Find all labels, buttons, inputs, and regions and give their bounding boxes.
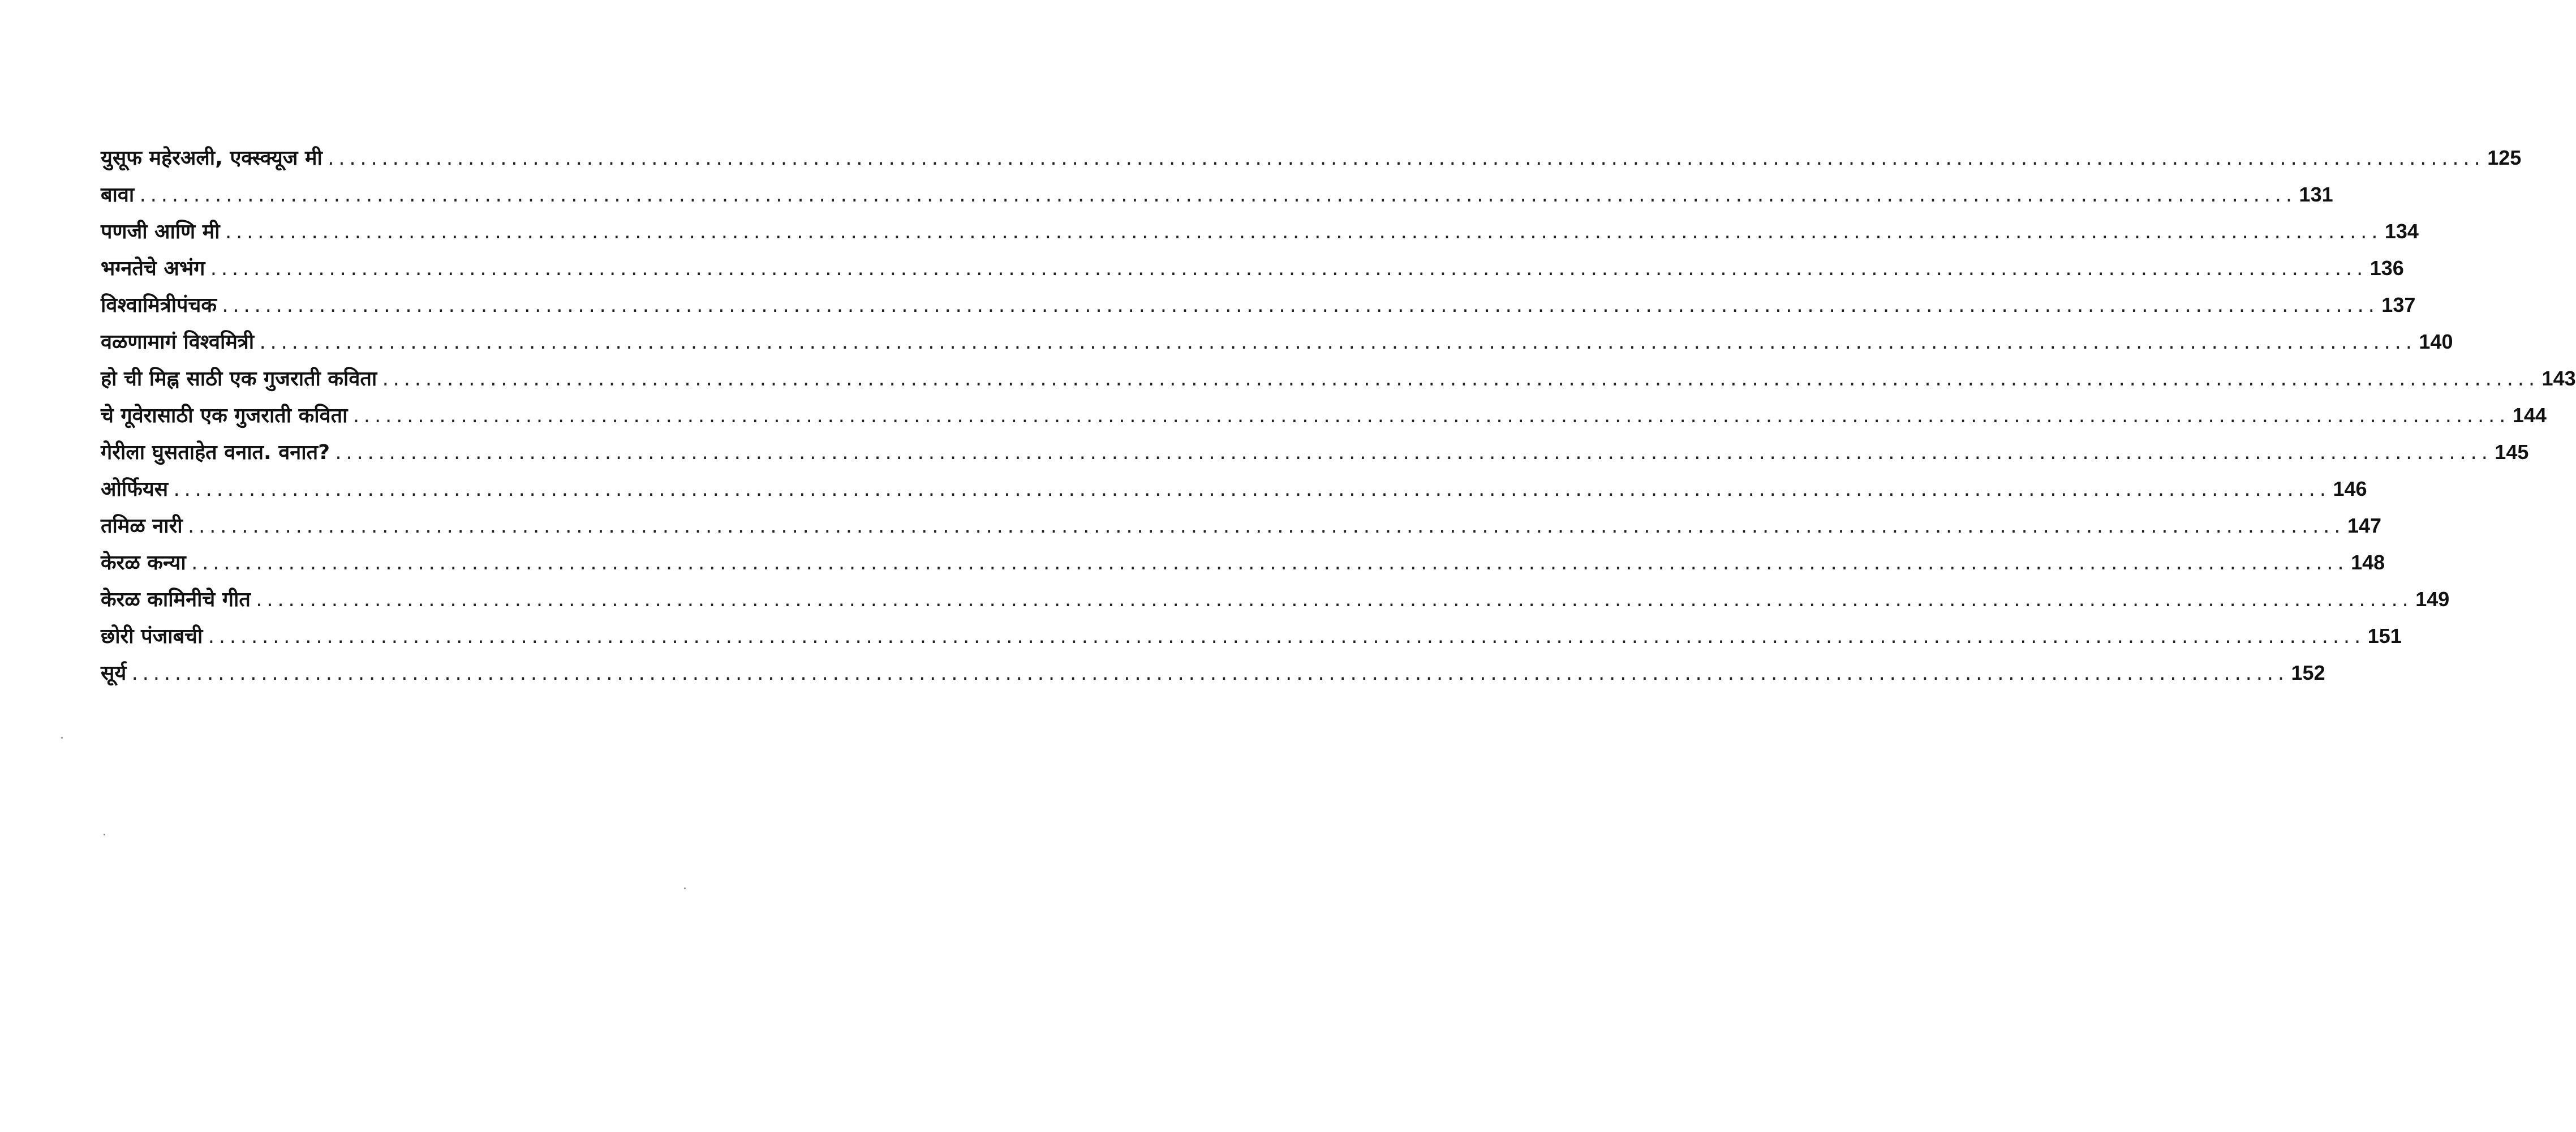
toc-entry	[101, 581, 2450, 618]
dot-leader: ........................................................................................................................................................................................................	[333, 444, 2491, 464]
dot-leader: ........................................................................................................................................................................................................	[380, 370, 2538, 390]
toc-entry	[101, 470, 2367, 507]
toc-entry-title: ओर्फियस	[101, 478, 169, 501]
toc-entry-title: सूर्य	[101, 662, 127, 685]
toc-entry	[101, 360, 2576, 397]
toc-entry-title: केरळ कन्या	[101, 551, 186, 574]
toc-entry	[101, 323, 2453, 360]
dot-leader: ........................................................................................................................................................................................................	[223, 223, 2380, 243]
scan-speck	[104, 834, 105, 835]
dot-leader: ........................................................................................................................................................................................................	[257, 333, 2415, 353]
toc-entry-page: 131	[2299, 183, 2333, 206]
dot-leader: ........................................................................................................................................................................................................	[220, 297, 2377, 316]
toc-entry	[101, 176, 2333, 213]
scan-speck	[61, 737, 63, 739]
toc-entry	[101, 139, 2522, 176]
dot-leader: ........................................................................................................................................................................................................	[206, 628, 2363, 648]
toc-entry-page: 140	[2419, 330, 2453, 353]
dot-leader: ........................................................................................................................................................................................................	[186, 517, 2343, 537]
toc-entry-title: हो ची मिह्न साठी एक गुजराती कविता	[101, 367, 377, 391]
toc-entry-page: 144	[2512, 404, 2547, 427]
dot-leader: ........................................................................................................................................................................................................	[137, 186, 2295, 206]
toc-entry-page: 151	[2367, 624, 2402, 648]
toc-entry-page: 147	[2347, 514, 2382, 537]
toc-entry-page: 149	[2415, 588, 2450, 611]
toc-entry	[101, 397, 2547, 434]
toc-entry	[101, 286, 2416, 323]
toc-entry-title: वळणामागं विश्वमित्री	[101, 331, 255, 354]
toc-entry	[101, 544, 2385, 581]
toc-entry-page: 148	[2351, 551, 2385, 574]
toc-entry-title: पणजी आणि मी	[101, 220, 220, 243]
toc-entry-page: 137	[2381, 293, 2416, 316]
toc-entry-page: 125	[2487, 146, 2522, 169]
toc-entry	[101, 434, 2529, 470]
toc-entry-page: 145	[2495, 440, 2529, 464]
toc-entry-page: 136	[2369, 256, 2404, 280]
table-of-contents	[101, 139, 2576, 691]
toc-entry-title: बावा	[101, 183, 135, 207]
dot-leader: ........................................................................................................................................................................................................	[130, 664, 2287, 684]
scan-speck	[684, 887, 686, 889]
toc-entry-title: केरळ कामिनीचे गीत	[101, 588, 251, 611]
dot-leader: ........................................................................................................................................................................................................	[208, 260, 2366, 280]
toc-entry-page: 146	[2333, 477, 2367, 500]
toc-entry	[101, 618, 2402, 654]
dot-leader: ........................................................................................................................................................................................................	[253, 591, 2411, 611]
toc-entry-title: विश्वामित्रीपंचक	[101, 294, 217, 317]
toc-entry-page: 152	[2291, 661, 2325, 684]
dot-leader: ........................................................................................................................................................................................................	[171, 481, 2329, 500]
toc-entry-page: 143	[2541, 367, 2576, 390]
toc-entry-title: युसूफ महेरअली, एक्स्क्यूज मी	[101, 147, 322, 170]
toc-entry-title: चे गूवेरासाठी एक गुजराती कविता	[101, 404, 348, 427]
dot-leader: ........................................................................................................................................................................................................	[325, 149, 2483, 169]
toc-entry-page: 134	[2384, 220, 2419, 243]
toc-entry	[101, 654, 2325, 691]
toc-entry-title: गेरीला घुसताहेत वनात. वनात?	[101, 441, 330, 464]
toc-entry-title: तमिळ नारी	[101, 514, 183, 538]
toc-entry	[101, 250, 2404, 286]
toc-entry	[101, 213, 2419, 250]
dot-leader: ........................................................................................................................................................................................................	[351, 407, 2508, 427]
toc-entry-title: छोरी पंजाबची	[101, 625, 203, 648]
toc-entry	[101, 507, 2382, 544]
toc-entry-title: भग्नतेचे अभंग	[101, 257, 205, 280]
dot-leader: ........................................................................................................................................................................................................	[189, 554, 2347, 574]
